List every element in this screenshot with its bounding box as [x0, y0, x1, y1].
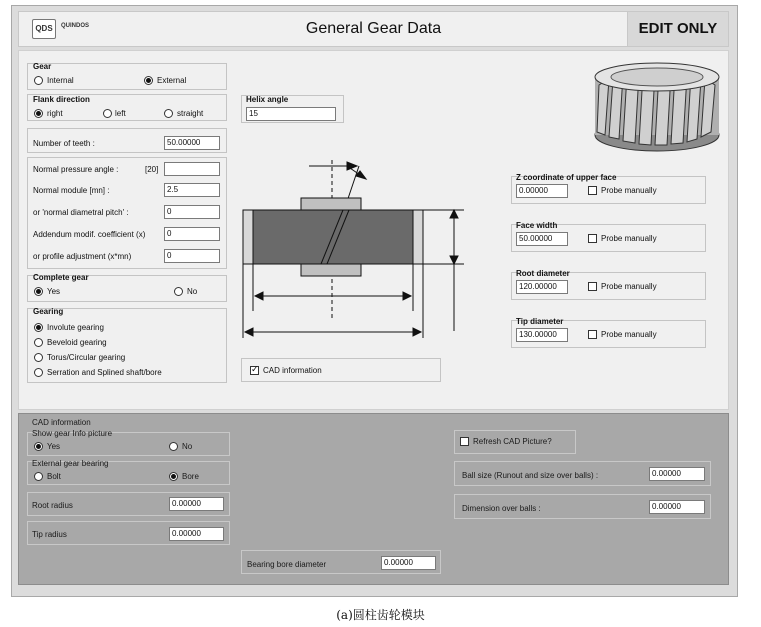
- normal-module-label: Normal module [mn] :: [33, 186, 110, 195]
- complete-gear-label: Complete gear: [33, 273, 89, 282]
- ball-size-input[interactable]: 0.00000: [649, 467, 705, 481]
- gear-external-label: External: [157, 76, 187, 85]
- profile-adjustment-input[interactable]: 0: [164, 249, 220, 263]
- flank-straight-label: straight: [177, 109, 204, 118]
- helix-angle-label: Helix angle: [246, 95, 289, 104]
- flank-right-label: right: [47, 109, 63, 118]
- show-picture-no-radio[interactable]: [169, 442, 178, 451]
- pressure-angle-default: [20]: [145, 165, 159, 174]
- flank-straight-radio[interactable]: [164, 109, 173, 118]
- dimension-over-balls-input[interactable]: 0.00000: [649, 500, 705, 514]
- complete-gear-yes-label: Yes: [47, 287, 61, 296]
- root-radius-label: Root radius: [32, 501, 73, 510]
- gear-hub-bottom: [301, 264, 361, 276]
- root-diameter-label: Root diameter: [516, 269, 570, 278]
- profile-adjustment-label: or profile adjustment (x*mn): [33, 252, 132, 261]
- torus-gearing-label: Torus/Circular gearing: [47, 353, 126, 362]
- flank-direction-label: Flank direction: [33, 95, 90, 104]
- helix-arrow-head: [347, 162, 357, 170]
- addendum-coefficient-input[interactable]: 0: [164, 227, 220, 241]
- bearing-bore-diameter-label: Bearing bore diameter: [247, 560, 327, 569]
- refresh-cad-label: Refresh CAD Picture?: [473, 437, 552, 446]
- gear-3d-image: [587, 57, 727, 157]
- gear-dimension-drawing: [239, 146, 464, 346]
- serration-gearing-label: Serration and Splined shaft/bore: [47, 368, 162, 377]
- pressure-angle-input[interactable]: [164, 162, 220, 176]
- bearing-bore-label: Bore: [182, 472, 199, 481]
- addendum-coefficient-label: Addendum modif. coefficient (x): [33, 230, 146, 239]
- gear-external-radio[interactable]: [144, 76, 153, 85]
- torus-gearing-radio[interactable]: [34, 353, 43, 362]
- gear-body: [243, 210, 423, 264]
- cad-section-title: CAD information: [32, 418, 91, 427]
- helix-pointer-head: [356, 171, 366, 179]
- z-coordinate-label: Z coordinate of upper face: [516, 173, 617, 182]
- bearing-bolt-label: Bolt: [47, 472, 61, 481]
- root-radius-input[interactable]: 0.00000: [169, 497, 224, 511]
- dimension-over-balls-label: Dimension over balls :: [462, 504, 541, 513]
- teeth-label: Number of teeth :: [33, 139, 95, 148]
- diametral-pitch-input[interactable]: 0: [164, 205, 220, 219]
- tip-radius-label: Tip radius: [32, 530, 67, 539]
- face-width-input[interactable]: 50.00000: [516, 232, 568, 246]
- gear-group-label: Gear: [33, 62, 52, 71]
- tip-radius-input[interactable]: 0.00000: [169, 527, 224, 541]
- gear-right-end: [413, 210, 423, 264]
- gearing-label: Gearing: [33, 307, 64, 316]
- edit-mode-badge: EDIT ONLY: [627, 12, 728, 46]
- cad-information-checkbox[interactable]: [250, 366, 259, 375]
- tip-diameter-label: Tip diameter: [516, 317, 564, 326]
- gear-bearing-label: External gear bearing: [32, 459, 109, 468]
- pressure-angle-label: Normal pressure angle :: [33, 165, 119, 174]
- bearing-bore-radio[interactable]: [169, 472, 178, 481]
- gear-data-panel: [18, 50, 729, 410]
- show-picture-yes-label: Yes: [47, 442, 61, 451]
- z-probe-checkbox[interactable]: [588, 186, 597, 195]
- qds-logo: QDS: [32, 19, 56, 39]
- tip-diameter-probe-checkbox[interactable]: [588, 330, 597, 339]
- flank-left-label: left: [115, 109, 126, 118]
- involute-gearing-radio[interactable]: [34, 323, 43, 332]
- face-width-label: Face width: [516, 221, 558, 230]
- gear-left-end: [243, 210, 253, 264]
- gear-internal-label: Internal: [47, 76, 74, 85]
- z-coordinate-input[interactable]: 0.00000: [516, 184, 568, 198]
- tip-diameter-input[interactable]: 130.00000: [516, 328, 568, 342]
- complete-gear-yes-radio[interactable]: [34, 287, 43, 296]
- root-diameter-probe-label: Probe manually: [601, 282, 657, 291]
- beveloid-gearing-label: Beveloid gearing: [47, 338, 107, 347]
- root-diameter-probe-checkbox[interactable]: [588, 282, 597, 291]
- beveloid-gearing-radio[interactable]: [34, 338, 43, 347]
- teeth-input[interactable]: 50.00000: [164, 136, 220, 150]
- complete-gear-no-radio[interactable]: [174, 287, 183, 296]
- tip-diameter-probe-label: Probe manually: [601, 330, 657, 339]
- flank-left-radio[interactable]: [103, 109, 112, 118]
- diametral-pitch-label: or 'normal diametral pitch' :: [33, 208, 129, 217]
- page-title: General Gear Data: [305, 20, 442, 37]
- ball-size-label: Ball size (Runout and size over balls) :: [462, 471, 599, 480]
- bearing-bolt-radio[interactable]: [34, 472, 43, 481]
- refresh-cad-checkbox[interactable]: [460, 437, 469, 446]
- complete-gear-no-label: No: [187, 287, 198, 296]
- root-diameter-input[interactable]: 120.00000: [516, 280, 568, 294]
- brand-name: QUINDOS: [61, 23, 90, 29]
- show-picture-yes-radio[interactable]: [34, 442, 43, 451]
- cad-information-panel: [18, 413, 729, 585]
- gear-hub-top: [301, 198, 361, 210]
- show-picture-label: Show gear Info picture: [32, 429, 113, 438]
- bearing-bore-diameter-input[interactable]: 0.00000: [381, 556, 436, 570]
- involute-gearing-label: Involute gearing: [47, 323, 104, 332]
- serration-gearing-radio[interactable]: [34, 368, 43, 377]
- helix-angle-input[interactable]: 15: [246, 107, 336, 121]
- title-bar: [18, 11, 729, 47]
- show-picture-no-label: No: [182, 442, 193, 451]
- figure-caption: (a)圆柱齿轮模块: [336, 608, 425, 622]
- flank-right-radio[interactable]: [34, 109, 43, 118]
- gear-internal-radio[interactable]: [34, 76, 43, 85]
- face-width-probe-label: Probe manually: [601, 234, 657, 243]
- cad-information-label: CAD information: [263, 366, 322, 375]
- normal-module-input[interactable]: 2.5: [164, 183, 220, 197]
- face-width-probe-checkbox[interactable]: [588, 234, 597, 243]
- z-probe-label: Probe manually: [601, 186, 657, 195]
